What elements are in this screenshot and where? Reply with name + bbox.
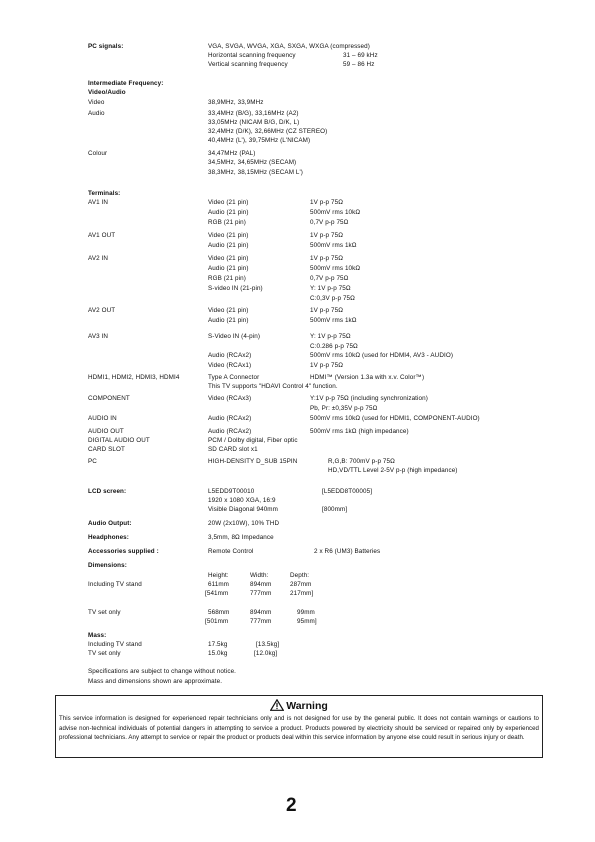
page-number: 2 — [286, 795, 297, 816]
terminal-type: Video (RCAx3) — [208, 395, 252, 402]
dimension-label: Including TV stand — [88, 581, 142, 588]
spec-value: 2 x R6 (UM3) Batteries — [314, 548, 381, 555]
footnote: Specifications are subject to change without notice. — [88, 668, 237, 675]
dimension-value: [501mm — [205, 618, 229, 625]
section-label-headphones: Headphones: — [88, 534, 129, 541]
dimension-value: 894mm — [250, 609, 272, 616]
warning-box — [55, 695, 543, 758]
terminal-label: AV1 IN — [88, 199, 109, 206]
terminal-type: Video (21 pin) — [208, 232, 249, 239]
terminal-spec: 500mV rms 1kΩ (high impedance) — [310, 428, 409, 435]
terminal-type: Audio (21 pin) — [208, 209, 249, 216]
terminal-type: Audio (RCAx2) — [208, 415, 252, 422]
dimension-value: 777mm — [250, 590, 272, 597]
pc-signals-value: VGA, SVGA, WVGA, XGA, SXGA, WXGA (compressed) — [208, 43, 370, 50]
section-label-audio-output: Audio Output: — [88, 520, 132, 527]
terminal-spec: Pb, Pr: ±0,35V p-p 75Ω — [310, 405, 378, 412]
terminal-spec: 1V p-p 75Ω — [310, 199, 344, 206]
spec-value: 32,4MHz (D/K), 32,66MHz (CZ STEREO) — [208, 128, 328, 135]
terminal-note: This TV supports "HDAVI Control 4" function. — [208, 383, 338, 390]
dimension-value: 99mm — [297, 609, 315, 616]
section-label-pc-signals: PC signals: — [88, 43, 124, 50]
terminal-spec: Y: 1V p-p 75Ω — [310, 285, 351, 292]
terminal-type: RGB (21 pin) — [208, 219, 246, 226]
mass-label: Including TV stand — [88, 641, 142, 648]
dimension-value: 287mm — [290, 581, 312, 588]
warning-heading — [56, 699, 542, 712]
dimension-header: Width: — [250, 572, 269, 579]
spec-value: Remote Control — [208, 548, 254, 555]
section-sublabel: Video/Audio — [88, 89, 126, 96]
warning-triangle-icon — [270, 699, 284, 711]
terminal-label: AV1 OUT — [88, 232, 116, 239]
terminal-spec: C:0,3V p-p 75Ω — [310, 295, 355, 302]
terminal-spec: 1V p-p 75Ω — [310, 307, 344, 314]
terminal-type: Video (21 pin) — [208, 307, 249, 314]
spec-value: [L5EDD8T00005] — [322, 488, 373, 495]
mass-value: [12.0kg] — [254, 650, 278, 657]
terminal-label: AV2 OUT — [88, 307, 116, 314]
section-label-mass: Mass: — [88, 632, 107, 639]
spec-value: 40,4MHz (L'), 39,75MHz (L'NICAM) — [208, 137, 311, 144]
section-label-terminals: Terminals: — [88, 190, 121, 197]
terminal-spec: 500mV rms 10kΩ (used for HDMI4, AV3 - AUDIO) — [310, 352, 454, 359]
mass-label: TV set only — [88, 650, 121, 657]
spec-value: 33,4MHz (B/G), 33,16MHz (A2) — [208, 110, 299, 117]
section-label-intermediate-frequency: Intermediate Frequency: — [88, 80, 164, 87]
dimension-value: 611mm — [208, 581, 230, 588]
terminal-label: AUDIO IN — [88, 415, 117, 422]
terminal-spec: 500mV rms 10kΩ — [310, 209, 361, 216]
spec-value: L5EDD9T00010 — [208, 488, 255, 495]
terminal-type: Audio (RCAx2) — [208, 352, 252, 359]
terminal-spec: 1V p-p 75Ω — [310, 362, 344, 369]
terminal-spec: Y:1V p-p 75Ω (including synchronization) — [310, 395, 428, 402]
terminal-type: Audio (21 pin) — [208, 242, 249, 249]
warning-title: Warning — [286, 700, 328, 712]
footnote: Mass and dimensions shown are approximate. — [88, 678, 223, 685]
spec-label: Vertical scanning frequency — [208, 61, 288, 68]
spec-value: 31 – 69 kHz — [343, 52, 378, 59]
dimension-value: [541mm — [205, 590, 229, 597]
terminal-spec: 500mV rms 10kΩ (used for HDMI1, COMPONENT-AUDIO) — [310, 415, 480, 422]
dimension-header: Depth: — [290, 572, 310, 579]
spec-value: 38,9MHz, 33,9MHz — [208, 99, 264, 106]
spec-value: 3,5mm, 8Ω Impedance — [208, 534, 274, 541]
terminal-type: S-video IN (21-pin) — [208, 285, 263, 292]
terminal-type: HIGH-DENSITY D_SUB 15PIN — [208, 458, 298, 465]
terminal-type: Video (21 pin) — [208, 255, 249, 262]
terminal-spec: 1V p-p 75Ω — [310, 255, 344, 262]
mass-value: 17.5kg — [208, 641, 228, 648]
spec-value: 33,05MHz (NICAM B/G, D/K, L) — [208, 119, 300, 126]
spec-value: 38,3MHz, 38,15MHz (SECAM L') — [208, 169, 303, 176]
spec-value: 34,47MHz (PAL) — [208, 150, 256, 157]
dimension-value: 568mm — [208, 609, 230, 616]
terminal-spec: 1V p-p 75Ω — [310, 232, 344, 239]
terminal-type: SD CARD slot x1 — [208, 446, 258, 453]
terminal-type: RGB (21 pin) — [208, 275, 246, 282]
terminal-label: AV3 IN — [88, 333, 109, 340]
dimension-label: TV set only — [88, 609, 121, 616]
section-label-accessories: Accessories supplied : — [88, 548, 159, 555]
terminal-label: AUDIO OUT — [88, 428, 124, 435]
spec-value: 20W (2x10W), 10% THD — [208, 520, 280, 527]
terminal-spec: 500mV rms 1kΩ — [310, 317, 357, 324]
terminal-spec: 500mV rms 1kΩ — [310, 242, 357, 249]
terminal-type: Video (RCAx1) — [208, 362, 252, 369]
spec-value: Visible Diagonal 940mm — [208, 506, 278, 513]
terminal-spec: HDMI™ (Version 1.3a with x.v. Color™) — [310, 374, 425, 381]
section-label-lcd-screen: LCD screen: — [88, 488, 127, 495]
spec-value: 59 – 86 Hz — [343, 61, 375, 68]
terminal-label: HDMI1, HDMI2, HDMI3, HDMI4 — [88, 374, 180, 381]
terminal-spec: 0,7V p-p 75Ω — [310, 275, 349, 282]
terminal-label: AV2 IN — [88, 255, 109, 262]
terminal-spec: 500mV rms 10kΩ — [310, 265, 361, 272]
terminal-spec: Y: 1V p-p 75Ω — [310, 333, 351, 340]
spec-label: Video — [88, 99, 105, 106]
terminal-spec: R,G,B: 700mV p-p 75Ω — [328, 458, 395, 465]
spec-value: [800mm] — [322, 506, 348, 513]
dimension-value: 95mm] — [297, 618, 317, 625]
spec-value: 34,5MHz, 34,65MHz (SECAM) — [208, 159, 297, 166]
terminal-label: COMPONENT — [88, 395, 130, 402]
terminal-label: CARD SLOT — [88, 446, 125, 453]
terminal-type: Audio (21 pin) — [208, 265, 249, 272]
warning-body: This service information is designed for experienced repair technicians only and is not designed for use by the general public. It does not contain warnings or cautions to advise non-technical individuals of potential dangers in attempting to service a product. Products powered by electricity should be serviced or repaired only by experienced professional technicians. Any attempt to service or repair the product or products deal within this service information by anyone else could result in serious injury or death. — [59, 715, 539, 742]
dimension-value: 777mm — [250, 618, 272, 625]
mass-value: [13.5kg] — [256, 641, 280, 648]
dimension-header: Height: — [208, 572, 229, 579]
terminal-type: S-Video IN (4-pin) — [208, 333, 261, 340]
dimension-value: 217mm] — [290, 590, 314, 597]
terminal-label: PC — [88, 458, 97, 465]
spec-label: Colour — [88, 150, 108, 157]
terminal-label: DIGITAL AUDIO OUT — [88, 437, 150, 444]
dimension-value: 894mm — [250, 581, 272, 588]
spec-label: Audio — [88, 110, 105, 117]
spec-value: 1920 x 1080 XGA, 16:9 — [208, 497, 276, 504]
terminal-type: Audio (RCAx2) — [208, 428, 252, 435]
spec-label: Horizontal scanning frequency — [208, 52, 296, 59]
terminal-spec: 0,7V p-p 75Ω — [310, 219, 349, 226]
section-label-dimensions: Dimensions: — [88, 562, 127, 569]
terminal-type: PCM / Dolby digital, Fiber optic — [208, 437, 298, 444]
terminal-spec: C:0.286 p-p 75Ω — [310, 343, 358, 350]
mass-value: 15.0kg — [208, 650, 228, 657]
terminal-type: Video (21 pin) — [208, 199, 249, 206]
terminal-type: Type A Connector — [208, 374, 260, 381]
terminal-type: Audio (21 pin) — [208, 317, 249, 324]
terminal-spec: HD,VD/TTL Level 2-5V p-p (high impedance) — [328, 467, 458, 474]
